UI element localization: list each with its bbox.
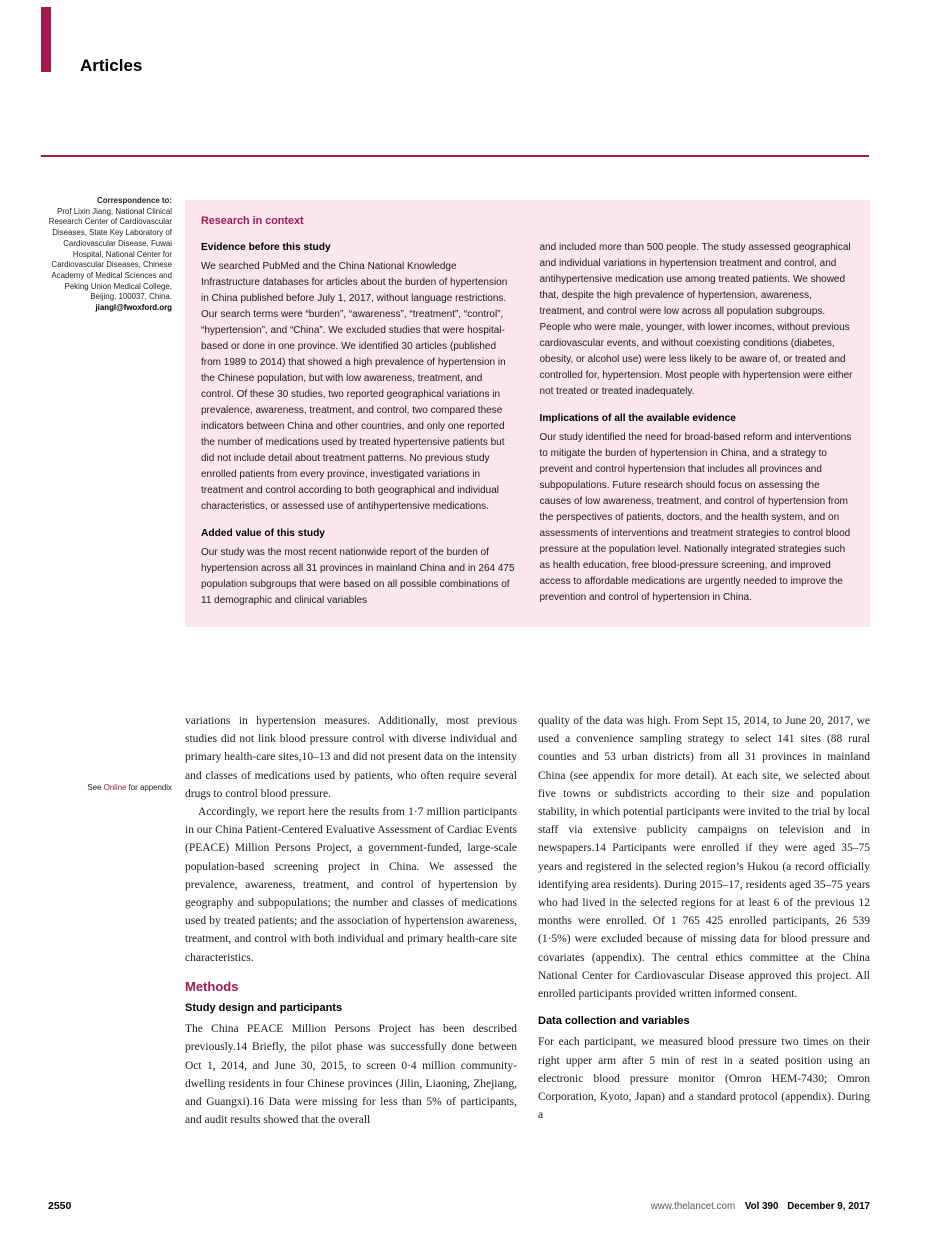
study-design-subheading: Study design and participants — [185, 1002, 343, 1015]
body-paragraph: The China PEACE Million Persons Project has been described previously.14 Briefly, the pilot phase was successfully done between Oct 1, 2014, and June 30, 2015, to screen 0·4 million community-dwelling residents in four Chinese provinces (Jilin, Liaoning, Zhejiang, and Guangxi).16 Data were missing for less than 5% of participants, and audit results showed that the overall — [185, 1023, 517, 1127]
panel-columns — [201, 240, 854, 609]
appendix-note-suffix: for appendix — [126, 783, 172, 792]
research-in-context-panel — [185, 200, 870, 627]
evidence-text: We searched PubMed and the China National Knowledge Infrastructure databases for articles about the burden of hypertension in China published before July 1, 2017, without language restrictions. Our search terms were “burden”, “awareness”, “treatment”, “control”, “hypertension”, and “China”. We excluded studies that were hospital-based or done in one province. We identified 30 articles (published from 1989 to 2014) that showed a high prevalence of hypertension in the Chinese population, but with low awareness, treatment, and control. Of these 30 studies, two reported geographical variations in prevalence, awareness, treatment, and control, two compared these indicators between China and other countries, and only one reported the number of medications used by treated hypertensive patients but did not include detail about treatment patterns. No previous study enrolled patients from every province, investigated variations in treatment and control according to both geographical and individual characteristics, or assessed use of antihypertensive medications. — [201, 261, 508, 512]
panel-column-left — [201, 240, 516, 609]
implications-heading: Implications of all the available evidence — [539, 413, 736, 424]
volume-label: Vol 390 — [744, 1201, 779, 1212]
data-collection-subheading: Data collection and variables — [538, 1015, 690, 1028]
evidence-heading: Evidence before this study — [201, 242, 331, 253]
added-value-heading: Added value of this study — [201, 528, 325, 539]
added-value-continued-text: and included more than 500 people. The study assessed geographical and individual variations in hypertension treatment and control, and antihypertensive medication use among treated patients. We showed that, despite the high prevalence of hypertension, awareness, treatment, and control were low across all population subgroups. People who were male, younger, with lower incomes, without previous cardiovascular events, and without coexisting conditions (diabetes, obesity, or alcohol use) were less likely to be aware of, or treated and controlled for, hypertension. Most people with hypertension were either not treated or treated inadequately. — [539, 242, 853, 397]
correspondence-address: Prof Lixin Jiang, National Clinical Research Center of Cardiovascular Diseases, State Key Laboratory of Cardiovascular Disease, Fuwai Hospital, National Center for Cardiovascular Diseases, Chinese Academy of Medical Sciences and Peking Union Medical College, Beijing, 100037, China. — [48, 206, 172, 302]
appendix-margin-note — [41, 783, 172, 794]
methods-heading: Methods — [185, 978, 239, 994]
section-label: Articles — [80, 56, 143, 75]
body-paragraph: quality of the data was high. From Sept 15, 2014, to June 20, 2017, we used a convenience sampling strategy to select 141 sites (88 rural counties and 53 urban districts) from all 31 provinces in mainland China (see appendix for more detail). At each site, we selected about five towns or subdistricts according to their size and population stability, in which potential participants were invited to the trial by local staff via extensive publicity campaigns on television and in newspapers.14 Participants were enrolled if they were aged 35–75 years and registered in the selected region’s Hukou (a record officially identifying area residents). During 2015–17, residents aged 35–75 years who had lived in the selected regions for at least 6 of the previous 12 months were enrolled. Of 1 765 425 enrolled participants, 26 539 (1·5%) were excluded because of missing data for blood pressure and covariates (appendix). The central ethics committee at the China National Center for Cardiovascular Disease approved this project. All enrolled participants provided written informed consent. — [538, 715, 870, 1001]
journal-url: www.thelancet.com — [650, 1201, 736, 1212]
appendix-note-prefix: See — [87, 783, 104, 792]
body-paragraph: Accordingly, we report here the results from 1·7 million participants in our China Patient-Centered Evaluative Assessment of Cardiac Events (PEACE) Million Persons Project, a government-funded, large-scale population-based screening project in China. We assessed the prevalence, awareness, treatment, and control of hypertension by geography and subpopulations; the number and classes of medications used by treated patients; and the association of hypertension awareness, treatment, and control with both individual and primary health-care site characteristics. — [185, 806, 517, 964]
added-value-text: Our study was the most recent nationwide report of the burden of hypertension across all 31 provinces in mainland China and in 264 475 population subgroups that were based on all possible combinations of 11 demographic and clinical variables — [201, 547, 515, 606]
body-column-left — [185, 712, 517, 1129]
correspondence-label: Correspondence to: — [97, 196, 172, 205]
body-paragraph: variations in hypertension measures. Additionally, most previous studies did not link blood pressure control with diverse individual and primary health-care sites,10–13 and did not present data on the intensity and classes of medications used by patients, who often require several drugs to control blood pressure. — [185, 715, 517, 800]
online-appendix-link[interactable]: Online — [103, 783, 127, 792]
body-column-right — [538, 712, 870, 1129]
header-rule — [41, 155, 869, 157]
issue-date: December 9, 2017 — [787, 1201, 870, 1212]
lancet-red-bar — [41, 7, 51, 72]
correspondence-email-link[interactable]: jiangl@fwoxford.org — [95, 303, 172, 313]
body-paragraph: For each participant, we measured blood pressure two times on their right upper arm after 5 min of rest in a seated position using an electronic blood pressure monitor (Omron HEM-7430; Omron Corporation, Kyoto, Japan) and a standard protocol (appendix). During a — [538, 1036, 870, 1122]
article-body — [185, 712, 870, 1129]
panel-title: Research in context — [201, 215, 304, 227]
panel-column-right — [540, 240, 855, 609]
page-number: 2550 — [48, 1200, 72, 1212]
footer-citation — [651, 1201, 870, 1212]
correspondence-block — [41, 196, 172, 314]
implications-text: Our study identified the need for broad-based reform and interventions to mitigate the burden of hypertension in China, and a strategy to prevent and control hypertension that includes all provinces and subpopulations. Future research should focus on assessing the causes of low awareness, treatment, and control of hypertension from the perspectives of patients, doctors, and the health system, and on assessments of interventions and treatment strategies to control blood pressure at the population level. Nationally integrated strategies such as health education, free blood-pressure screening, and improved access to affordable medications are urgently needed to improve the prevention and control of hypertension in China. — [539, 432, 852, 603]
